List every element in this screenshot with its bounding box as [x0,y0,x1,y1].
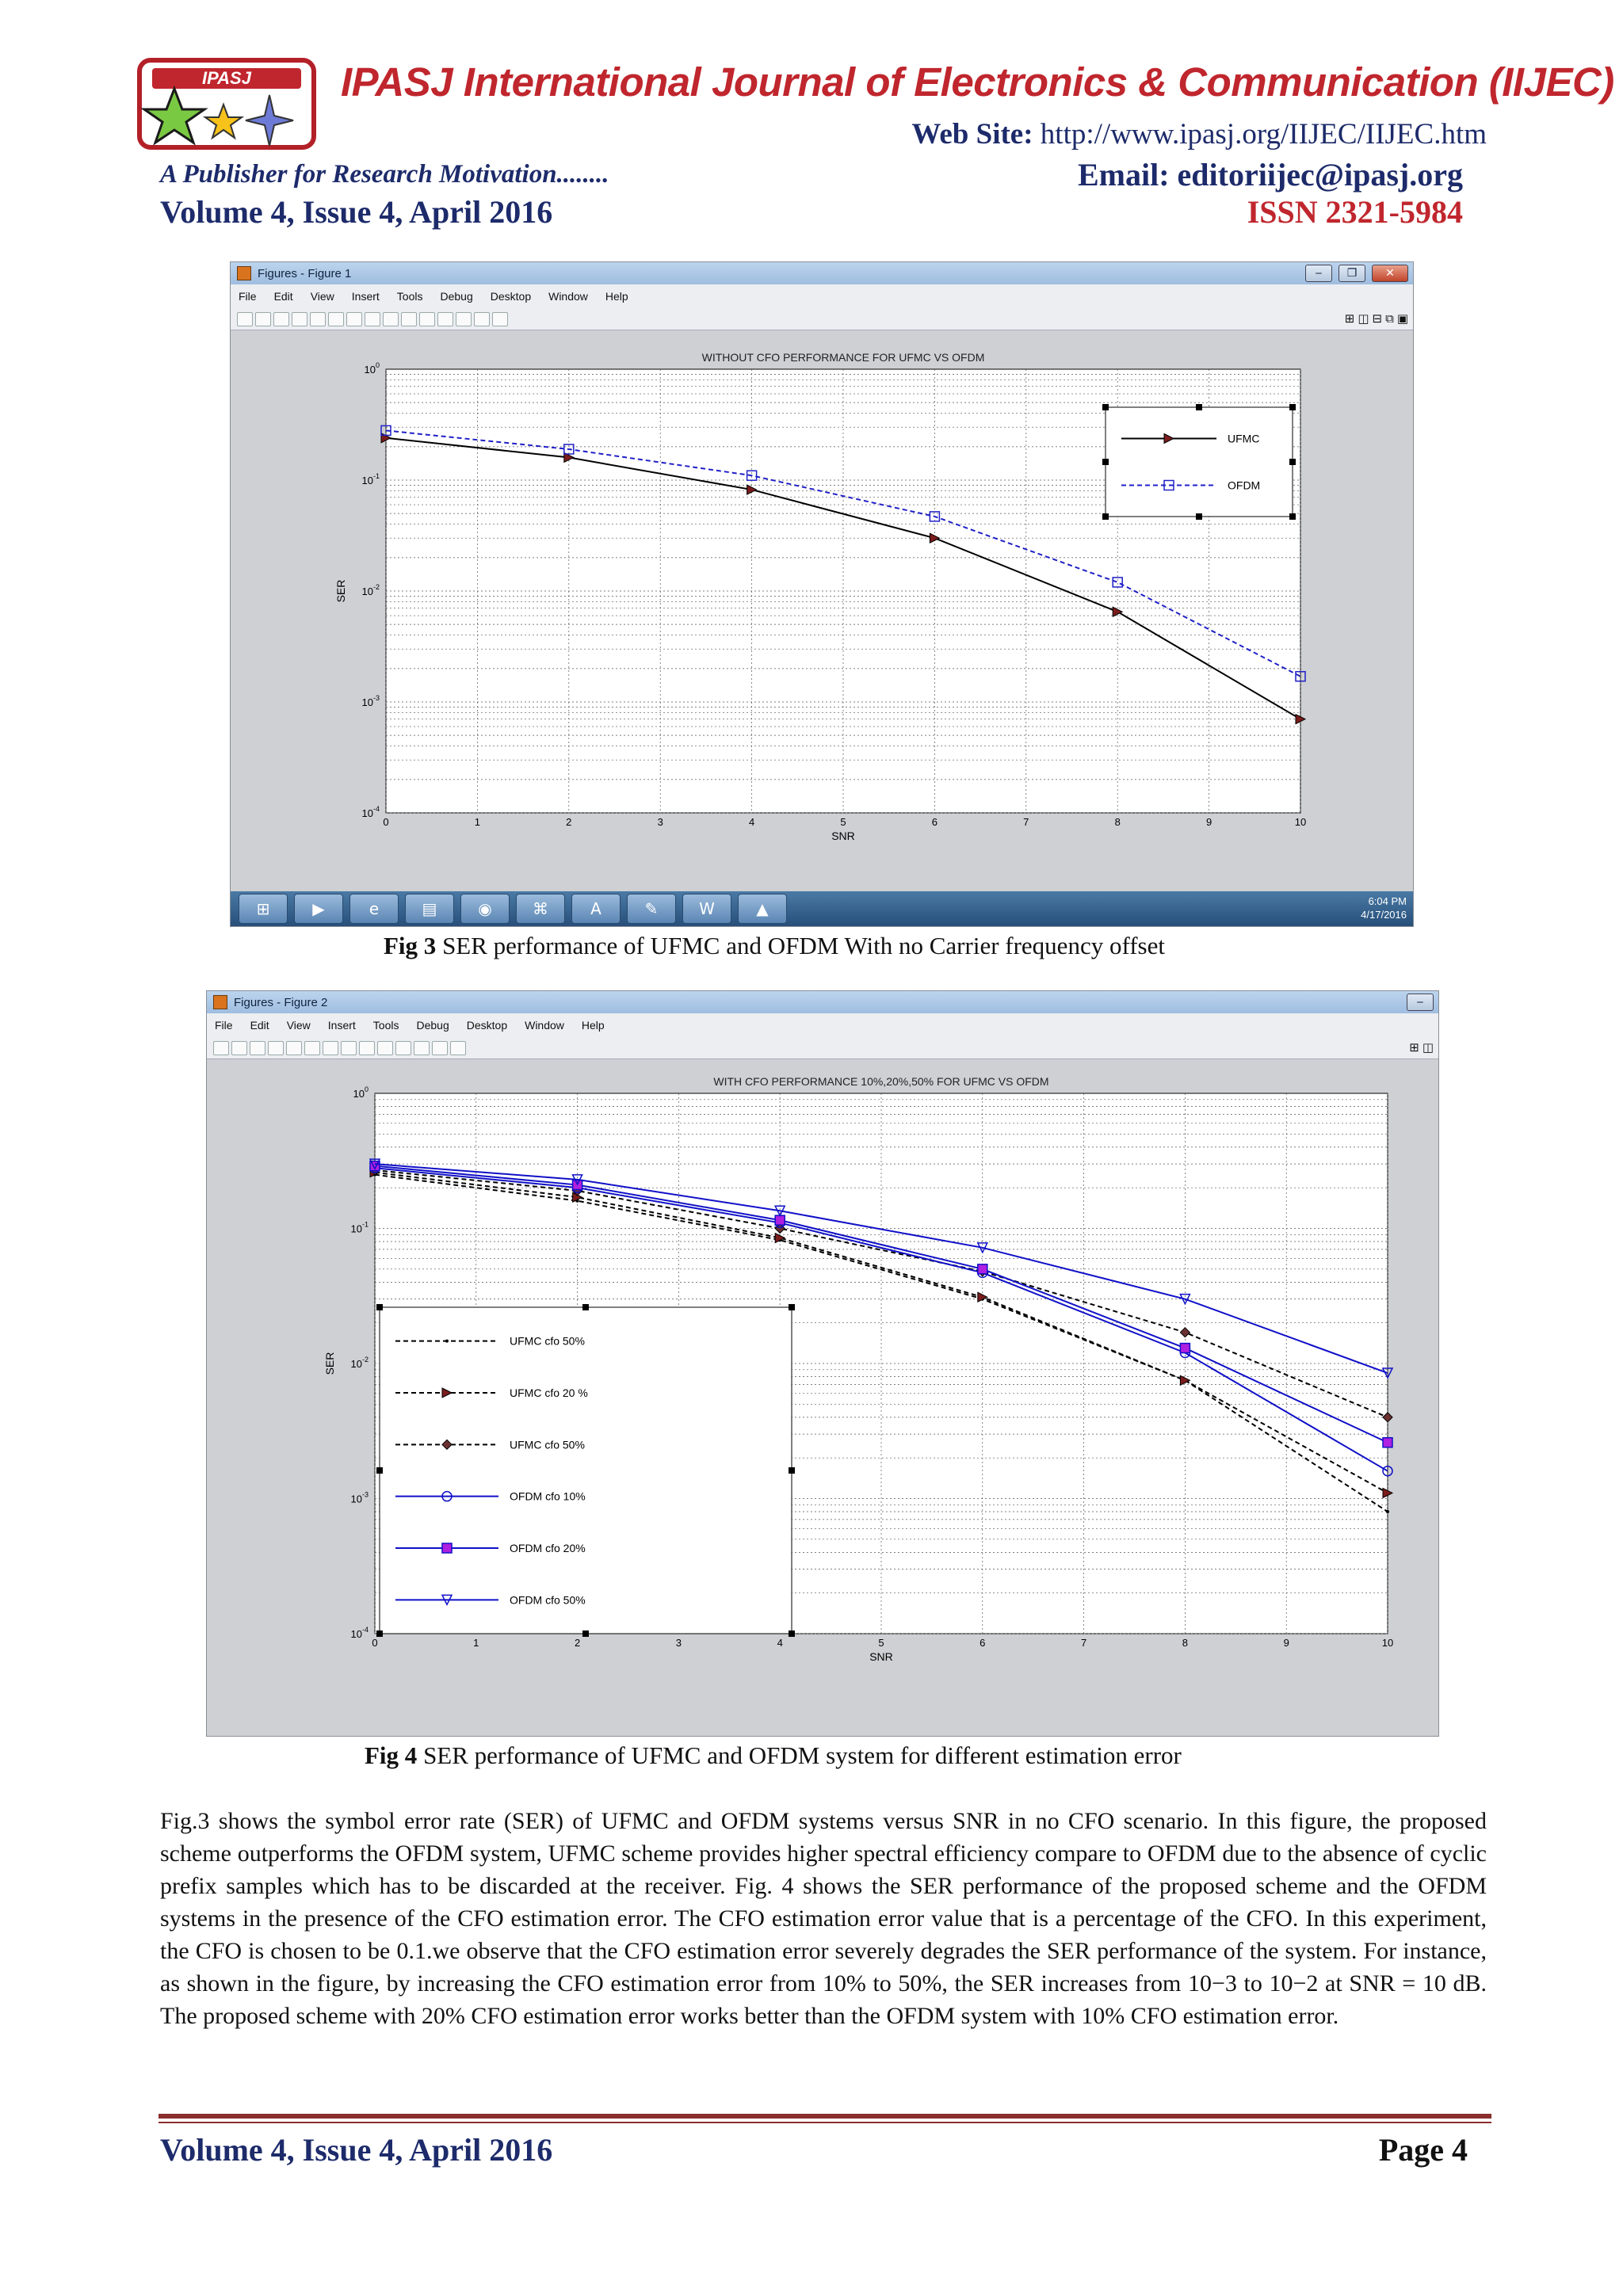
figure-window-1 [230,261,1414,927]
x-tick-label: 2 [566,816,572,828]
x-tick-label: 3 [657,816,663,828]
window-title: Figures - Figure 2 [234,995,328,1009]
legend-handle [1102,404,1109,410]
legend-label: OFDM cfo 10% [510,1489,586,1503]
menu-file[interactable]: File [239,290,257,303]
x-axis-label: SNR [869,1650,893,1663]
y-tick-label: $10^{-4}$ [350,1626,369,1640]
menu-edit[interactable]: Edit [273,290,293,303]
y-axis-label: SER [334,579,347,603]
dock-controls [1345,311,1408,326]
legend-handle [1289,513,1296,520]
matlab-figure-icon [213,995,227,1009]
undock-icon[interactable]: ⧉ [1385,311,1394,326]
menu-desktop[interactable]: Desktop [490,290,532,303]
chart-title: WITHOUT CFO PERFORMANCE FOR UFMC VS OFDM [701,351,985,364]
menu-debug[interactable]: Debug [416,1019,449,1032]
legend-marker [445,1340,449,1343]
menu-bar [207,1013,1438,1037]
data-point-series-5 [1180,1344,1190,1353]
legend-label: OFDM [1228,479,1261,492]
x-tick-label: 5 [840,816,846,828]
dock-icon[interactable]: ▣ [1396,311,1408,326]
chart-fig4 [207,1060,1438,1735]
dock-controls [1409,1040,1434,1055]
pdf-reader-icon[interactable]: A [571,894,621,924]
chart-fig3 [231,331,1413,891]
website-url[interactable]: http://www.ipasj.org/IIJEC/IIJEC.htm [1040,118,1487,151]
legend-handle [582,1304,589,1310]
legend-label: OFDM cfo 20% [510,1542,586,1554]
link-icon[interactable] [437,312,453,326]
brush-icon[interactable] [395,1041,411,1055]
ie-browser-icon[interactable]: e [349,894,399,924]
publisher-tagline: A Publisher for Research Motivation........ [160,160,609,189]
email-line[interactable]: Email: editoriijec@ipasj.org [1078,157,1463,193]
y-tick-label: $10^{-1}$ [350,1220,369,1235]
x-tick-label: 6 [931,816,938,828]
menu-tools[interactable]: Tools [372,1019,399,1032]
menu-bar [231,284,1413,308]
body-paragraph: Fig.3 shows the symbol error rate (SER) of UFMC and OFDM systems versus SNR in no CFO scenario. In this figure, the proposed scheme outperforms the OFDM system, UFMC scheme provides higher spectral efficiency compare to OFDM due to the absence of cyclic prefix samples which has to be discarded at the receiver. Fig. 4 shows the SER performance of the proposed scheme and the OFDM systems in the presence of the CFO estimation error. The CFO estimation error value that is a percentage of the CFO. In this experiment, the CFO is chosen to be 0.1.we observe that the CFO estimation error severely degrades the SER performance of the system. For instance, as shown in the figure, by increasing the CFO estimation error from 10% to 50%, the SER increases from 10−3 to 10−2 at SNR = 10 dB. The proposed scheme with 20% CFO estimation error works better than the OFDM system with 10% CFO estimation error. [160,1808,1487,2029]
window-title-bar[interactable] [207,991,1438,1013]
x-tick-label: 1 [473,1637,479,1649]
menu-window[interactable]: Window [548,290,588,303]
legend-handle [1102,513,1109,520]
x-tick-label: 3 [675,1637,682,1649]
legend-label: UFMC cfo 20 % [510,1386,588,1399]
x-tick-label: 8 [1182,1637,1189,1649]
x-tick-label: 2 [574,1637,581,1649]
legend-handle [789,1630,795,1637]
legend-marker [442,1543,452,1553]
edit-plot-icon[interactable] [286,1041,302,1055]
maximize-button[interactable]: ❐ [1338,265,1365,282]
data-point-series-1 [1386,1510,1389,1513]
float-icon[interactable]: ⊟ [1372,311,1383,326]
print-icon[interactable] [268,1041,284,1055]
rotate-icon[interactable] [383,312,399,326]
fig4-caption-text: SER performance of UFMC and OFDM system for different estimation error [417,1741,1182,1769]
fig3-caption-text: SER performance of UFMC and OFDM With no Carrier frequency offset [436,932,1165,959]
colorbar-icon[interactable] [456,312,472,326]
x-tick-label: 5 [878,1637,884,1649]
menu-debug[interactable]: Debug [440,290,473,303]
figure-window-2 [206,990,1439,1737]
legend-handle [1289,404,1296,410]
legend-handle [376,1467,383,1474]
ipasj-logo [136,57,317,151]
x-tick-label: 0 [383,816,389,828]
legend-label: UFMC cfo 50% [510,1334,585,1348]
chrome-icon[interactable]: ◉ [460,894,510,924]
data-point-series-5 [1383,1438,1392,1447]
data-cursor-icon[interactable] [377,1041,393,1055]
menu-insert[interactable]: Insert [351,290,380,303]
window-title: Figures - Figure 1 [258,266,352,280]
y-tick-label: $10^{-2}$ [361,583,380,597]
menu-help[interactable]: Help [605,290,628,303]
legend-box [1106,407,1293,517]
x-tick-label: 10 [1294,816,1307,828]
legend-handle [789,1467,795,1474]
y-tick-label: $10^{-1}$ [361,472,380,486]
system-tray-clock[interactable] [1361,894,1407,921]
word-icon[interactable]: W [682,894,731,924]
save-icon[interactable] [273,312,289,326]
start-button-icon[interactable]: ⊞ [239,894,288,924]
legend-handle [1196,513,1202,520]
network-icon[interactable]: ⌘ [516,894,565,924]
logo-text: IPASJ [202,68,251,88]
minimize-button[interactable]: ‒ [1305,265,1332,282]
minimize-button[interactable]: ‒ [1407,994,1434,1011]
x-axis-label: SNR [831,830,855,842]
split-icon[interactable]: ◫ [1422,1040,1434,1055]
journal-title: IPASJ International Journal of Electronics & Communication (IIJEC) [341,59,1614,105]
legend-handle [1196,404,1202,410]
brush-icon[interactable] [419,312,435,326]
x-tick-label: 7 [1080,1637,1087,1649]
paint-icon[interactable]: ✎ [627,894,676,924]
website-label: Web Site: [911,118,1033,151]
x-tick-label: 4 [777,1637,783,1649]
chart-title: WITH CFO PERFORMANCE 10%,20%,50% FOR UFMC VS OFDM [713,1075,1049,1088]
matlab-icon[interactable]: ▲ [738,894,787,924]
menu-view[interactable]: View [286,1019,311,1032]
x-tick-label: 4 [748,816,755,828]
x-tick-label: 7 [1023,816,1029,828]
figure-toolbar [231,308,1413,330]
fig3-label: Fig 3 [384,932,437,959]
x-tick-label: 0 [372,1637,378,1649]
folder-icon[interactable]: ▤ [405,894,454,924]
zoom-out-icon[interactable] [323,1041,338,1055]
y-tick-label: $10^0$ [353,1085,369,1100]
rotate-icon[interactable] [359,1041,375,1055]
edit-plot-icon[interactable] [310,312,326,326]
menu-edit[interactable]: Edit [250,1019,269,1032]
legend-label: UFMC [1228,432,1260,445]
print-icon[interactable] [292,312,307,326]
figure-3-caption [384,932,1165,960]
x-tick-label: 8 [1114,816,1121,828]
x-tick-label: 10 [1381,1637,1394,1649]
colorbar-icon[interactable] [432,1041,448,1055]
legend-icon[interactable] [450,1041,466,1055]
taskbar-time: 6:04 PM [1368,895,1407,907]
footer-page-number: Page 4 [1378,2132,1468,2168]
y-axis-label: SER [323,1352,336,1375]
legend-handle [1102,459,1109,465]
y-tick-label: $10^{-3}$ [350,1490,369,1505]
zoom-in-icon[interactable] [328,312,344,326]
figure-4-caption [365,1741,1182,1770]
legend-label: UFMC cfo 50% [510,1438,585,1451]
windows-taskbar [231,891,1413,926]
figure-toolbar [207,1037,1438,1059]
tile-icon[interactable]: ⊞ [1344,311,1355,326]
fig4-label: Fig 4 [365,1741,418,1769]
zoom-out-icon[interactable] [346,312,362,326]
website-line [911,117,1487,151]
y-tick-label: $10^{-4}$ [361,805,380,819]
y-tick-label: $10^0$ [364,361,380,376]
plot-tools-icon[interactable] [492,312,508,326]
menu-file[interactable]: File [215,1019,233,1032]
footer-volume: Volume 4, Issue 4, April 2016 [160,2132,553,2168]
legend-box [380,1307,792,1634]
new-figure-icon[interactable] [237,312,253,326]
x-tick-label: 9 [1283,1637,1289,1649]
open-file-icon[interactable] [231,1041,247,1055]
pan-icon[interactable] [341,1041,357,1055]
legend-handle [376,1630,383,1637]
tile-icon[interactable]: ⊞ [1409,1040,1419,1055]
data-cursor-icon[interactable] [401,312,417,326]
footer-rule-thin [158,2122,1491,2123]
taskbar-date: 4/17/2016 [1361,909,1407,921]
split-icon[interactable]: ◫ [1358,311,1369,326]
pan-icon[interactable] [365,312,380,326]
matlab-figure-icon [237,266,251,280]
legend-icon[interactable] [474,312,490,326]
open-file-icon[interactable] [255,312,271,326]
link-icon[interactable] [414,1041,430,1055]
x-tick-label: 6 [980,1637,986,1649]
header-issn: ISSN 2321-5984 [1247,194,1463,230]
new-figure-icon[interactable] [213,1041,229,1055]
menu-view[interactable]: View [310,290,334,303]
close-button[interactable]: ✕ [1372,265,1408,282]
x-tick-label: 1 [474,816,481,828]
menu-window[interactable]: Window [525,1019,564,1032]
menu-insert[interactable]: Insert [327,1019,356,1032]
x-tick-label: 9 [1205,816,1212,828]
zoom-in-icon[interactable] [304,1041,320,1055]
save-icon[interactable] [250,1041,265,1055]
menu-help[interactable]: Help [581,1019,605,1032]
media-player-icon[interactable]: ▶ [294,894,343,924]
legend-handle [1289,459,1296,465]
header-volume: Volume 4, Issue 4, April 2016 [160,194,553,230]
window-title-bar[interactable] [231,262,1413,284]
y-tick-label: $10^{-2}$ [350,1356,369,1370]
footer-rule [158,2114,1491,2119]
data-point-series-5 [978,1264,987,1274]
legend-handle [789,1304,795,1310]
legend-handle [582,1630,589,1637]
y-tick-label: $10^{-3}$ [361,694,380,708]
menu-desktop[interactable]: Desktop [466,1019,508,1032]
menu-tools[interactable]: Tools [396,290,423,303]
legend-handle [376,1304,383,1310]
legend-label: OFDM cfo 50% [510,1593,586,1607]
